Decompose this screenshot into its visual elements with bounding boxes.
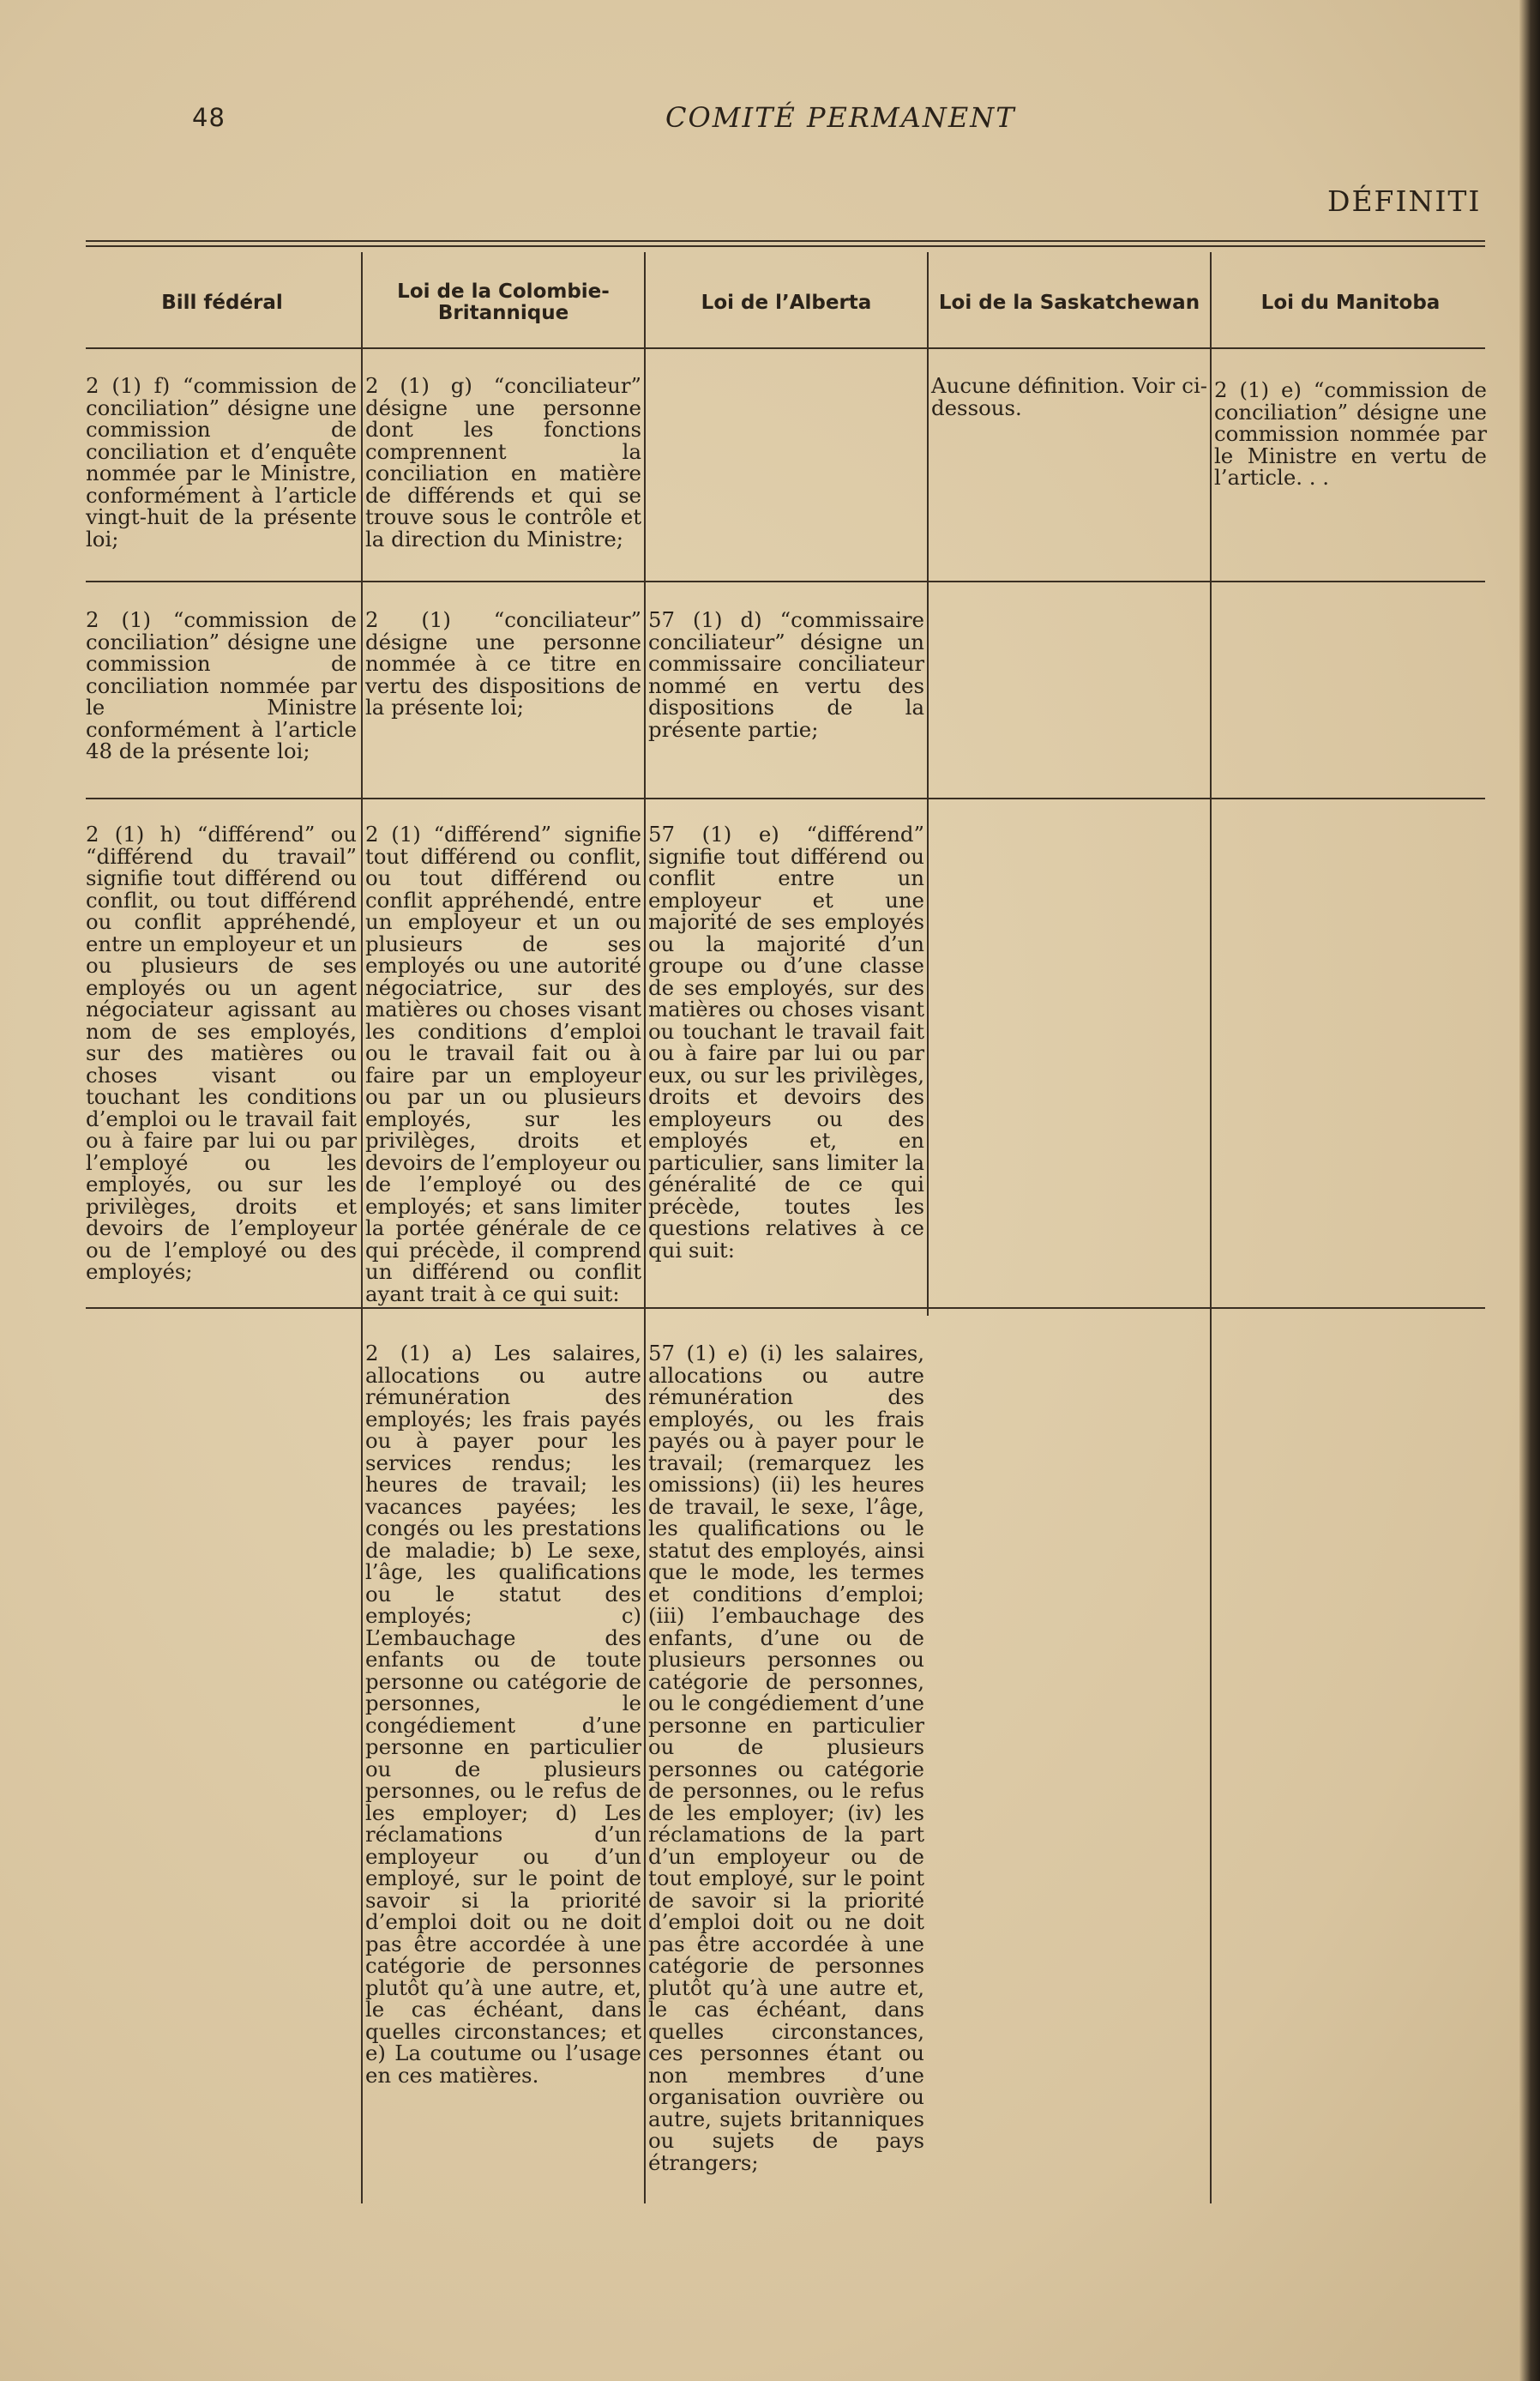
top-rule-2 [86,245,1485,247]
cell-alberta-row4: 57 (1) e) (i) les salaires, allocations ou autre rémunération des employés, ou les frais payés ou à payer pour le travail; (remarquez les omissions) (ii) les heures de travail, le sexe, l’âge, les qualifications ou le statut des employés, ainsi que le mode, les termes et conditions d’emploi; (iii) l’embauchage des enfants, d’une ou de plusieurs personnes ou catégorie de personnes, ou le congédiement d’une personne en particulier ou de plusieurs personnes ou catégorie de personnes, ou le refus de les employer; (iv) les réclamations de la part d’un employeur ou de tout employé, sur le point de savoir si la priorité d’emploi doit ou ne doit pas être accordée à une catégorie de personnes plutôt qu’à une autre et, le cas échéant, dans quelles circonstances, ces personnes étant ou non membres d’une organisation ouvrière ou autre, sujets britanniques ou sujets de pays étrangers; [648,1341,924,2175]
row-rule [86,1307,1485,1309]
cell-alberta-row3: 57 (1) e) “différend” signifie tout différend ou conflit entre un employeur et une majorité de ses employés ou la majorité d’un groupe ou d’une classe de ses employés, sur des matières ou choses visant ou touchant le travail fait ou à faire par lui ou par eux, ou sur les privilèges, droits et devoirs des employeurs ou des employés et, en particulier, sans limiter la généralité de ce qui précède, toutes les questions relatives à ce qui suit: [648,822,924,1263]
header-rule [86,347,1485,349]
page-number: 48 [192,103,226,132]
cell-manitoba-row1: 2 (1) e) “commission de conciliation” désigne une commission nommée par le Ministre en vertu de l’article. . . [1214,377,1487,490]
column-header-bc: Loi de la Colombie-Britannique [397,280,610,324]
column-divider [361,252,363,2203]
cell-bc-row3: 2 (1) “différend” signifie tout différend ou conflit, ou tout différend ou conflit appréhendé, entre un employeur et un ou plusieurs de ses employés ou une autorité négociatrice, sur des matières ou choses visant les conditions d’emploi ou le travail fait ou à faire par un employeur ou par un ou plusieurs employés, sur les privilèges, droits et devoirs de l’employeur ou de l’employé ou des employés; et sans limiter la portée générale de ce qui précède, il comprend un différend ou conflit ayant trait à ce qui suit: [365,822,641,1306]
column-header-federal: Bill fédéral [161,291,283,314]
cell-alberta-row2: 57 (1) d) “commissaire conciliateur” désigne un commissaire conciliateur nommé en vertu des dispositions de la présente partie; [648,607,924,742]
cell-bc-row1: 2 (1) g) “conciliateur” désigne une personne dont les fonctions comprennent la conciliation en matière de différends et qui se trouve sous le contrôle et la direction du Ministre; [365,373,641,552]
cell-bc-row4: 2 (1) a) Les salaires, allocations ou autre rémunération des employés; les frais payés ou à payer pour les services rendus; les heures de travail; les vacances payées; les congés ou les prestations de maladie; b) Le sexe, l’âge, les qualifications ou le statut des employés; c) L’embauchage des enfants ou de toute personne ou catégorie de personnes, le congédiement d’une personne en particulier ou de plusieurs personnes, ou le refus de les employer; d) Les réclamations d’un employeur ou d’un employé, sur le point de savoir si la priorité d’emploi doit ou ne doit pas être accordée à une catégorie de personnes plutôt qu’à une autre, et, le cas échéant, dans quelles circonstances; et e) La coutume ou l’usage en ces matières. [365,1341,641,2088]
cell-bc-row2: 2 (1) “conciliateur” désigne une personne nommée à ce titre en vertu des dispositions de la présente loi; [365,607,641,720]
column-divider [927,252,929,1316]
cell-federal-row2: 2 (1) “commission de conciliation” désigne une commission de conciliation nommée par le Ministre conformément à l’article 48 de la présente loi; [86,607,357,763]
page-edge-shadow [1519,0,1540,2381]
column-header-saskatchewan: Loi de la Saskatchewan [938,291,1200,314]
column-header-manitoba: Loi du Manitoba [1260,291,1441,314]
cell-federal-row1: 2 (1) f) “commission de conciliation” désigne une commission de conciliation et d’enquête nommée par le Ministre, conformément à l’article vingt-huit de la présente loi; [86,373,357,552]
row-rule [86,798,1485,799]
column-header-alberta: Loi de l’Alberta [701,291,872,314]
column-divider [644,252,646,2203]
running-head: COMITÉ PERMANENT [665,101,1016,134]
section-title: DÉFINITI [1327,184,1482,218]
row-rule [86,581,1485,582]
cell-federal-row3: 2 (1) h) “différend” ou “différend du travail” signifie tout différend ou conflit, ou tout différend ou conflit appréhendé, entre un employeur et un ou plusieurs de ses employés ou un agent négociateur agissant au nom de ses employés, sur des matières ou choses visant ou touchant les conditions d’emploi ou le travail fait ou à faire par lui ou par l’employé ou les employés, ou sur les privilèges, droits et devoirs de l’employeur ou de l’employé ou des employés; [86,822,357,1284]
cell-saskatchewan-row1: Aucune définition. Voir ci-dessous. [931,373,1207,420]
top-rule [86,240,1485,242]
column-divider [1210,252,1212,2203]
